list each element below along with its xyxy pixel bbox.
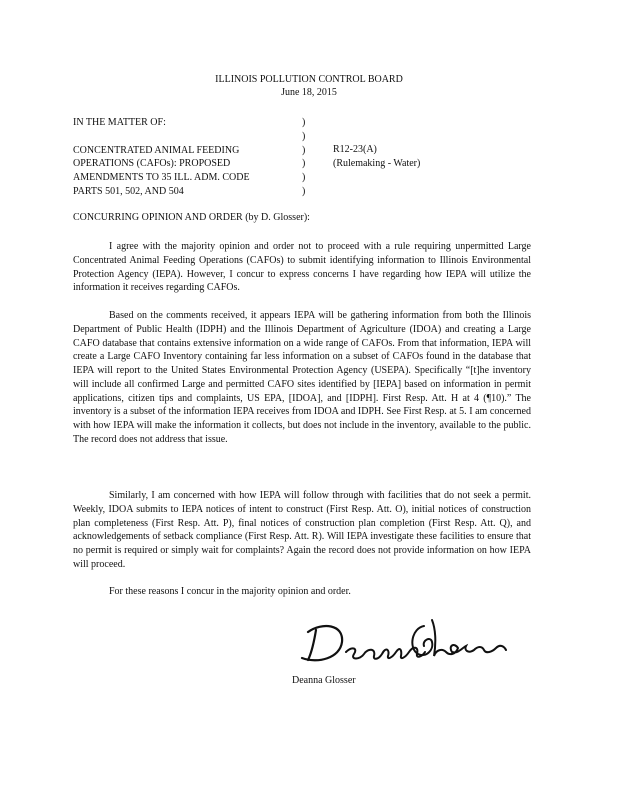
caption-paren: ) bbox=[302, 130, 306, 142]
paragraph-agreement: I agree with the majority opinion and order not to proceed with a rule requiring unpermitted Large Concentrated Animal Feeding Operations (CAFOs) to submit identifying information to Illinois Environmental Protection Agency (IEPA). However, I concur to express concerns I have regarding how IEPA will utilize the information it receives regarding CAFOs. bbox=[73, 241, 531, 294]
paragraph-conclusion: For these reasons I concur in the majority opinion and order. bbox=[109, 586, 351, 597]
caption-paren: ) bbox=[302, 158, 306, 170]
docket-type: (Rulemaking - Water) bbox=[333, 157, 421, 169]
case-caption bbox=[73, 116, 313, 199]
caption-line bbox=[73, 130, 313, 144]
caption-paren: ) bbox=[302, 172, 306, 184]
caption-parentheses bbox=[302, 116, 312, 199]
caption-line: PARTS 501, 502, AND 504 bbox=[73, 185, 184, 197]
caption-line: CONCENTRATED ANIMAL FEEDING bbox=[73, 144, 240, 156]
caption-paren: ) bbox=[302, 144, 306, 156]
document-date: June 18, 2015 bbox=[281, 87, 337, 98]
caption-line: AMENDMENTS TO 35 ILL. ADM. CODE bbox=[73, 172, 250, 184]
board-title: ILLINOIS POLLUTION CONTROL BOARD bbox=[215, 74, 403, 85]
caption-paren: ) bbox=[302, 117, 306, 128]
docket-block bbox=[333, 143, 493, 171]
paragraph-permits: Similarly, I am concerned with how IEPA will follow through with facilities that do not seek a permit. Weekly, IDOA submits to IEPA notices of intent to construct (First Resp. Att. O), initial notices of construction plan completeness (First Resp. Att. P), final notices of construction plan completion (First Resp. Att. Q), and acknowledgements of setback compliance (First Resp. Att. R). Will IEPA investigate these facilities to ensure that no permit is required or simply wait for complaints? Again the record does not provide information on how IEPA will proceed. bbox=[73, 490, 531, 570]
caption-paren: ) bbox=[302, 185, 306, 197]
opinion-title: CONCURRING OPINION AND ORDER (by D. Glosser): bbox=[73, 212, 310, 223]
paragraph-inventory: Based on the comments received, it appears IEPA will be gathering information from both the Illinois Department of Public Health (IDPH) and the Illinois Department of Agriculture (IDOA) and creating a Large CAFO database that contains extensive information on a wide range of CAFOs. From that information, IEPA will create a Large CAFO Inventory containing far less information on a subset of CAFOs found in the database that IEPA will report to the United States Environmental Protection Agency (USEPA). Specifically “[t]he inventory will include all confirmed Large and permitted CAFO sites identified by [IEPA] based on information in permit applications, citizen tips and complaints, US EPA, [IDOA], and [IDPH]. First Resp. Att. H at 4 (¶10).” The inventory is a subset of the information IEPA receives from IDOA and IDPH. See First Resp. at 5. I am concerned with how IEPA will make the information it collects, but does not include in the inventory, available to the public. The record does not address that issue. bbox=[73, 310, 531, 445]
signer-name: Deanna Glosser bbox=[292, 675, 356, 686]
handwritten-signature bbox=[292, 612, 522, 674]
caption-line: OPERATIONS (CAFOs): PROPOSED bbox=[73, 158, 231, 170]
docket-number: R12-23(A) bbox=[333, 144, 377, 155]
caption-line: IN THE MATTER OF: bbox=[73, 117, 166, 128]
